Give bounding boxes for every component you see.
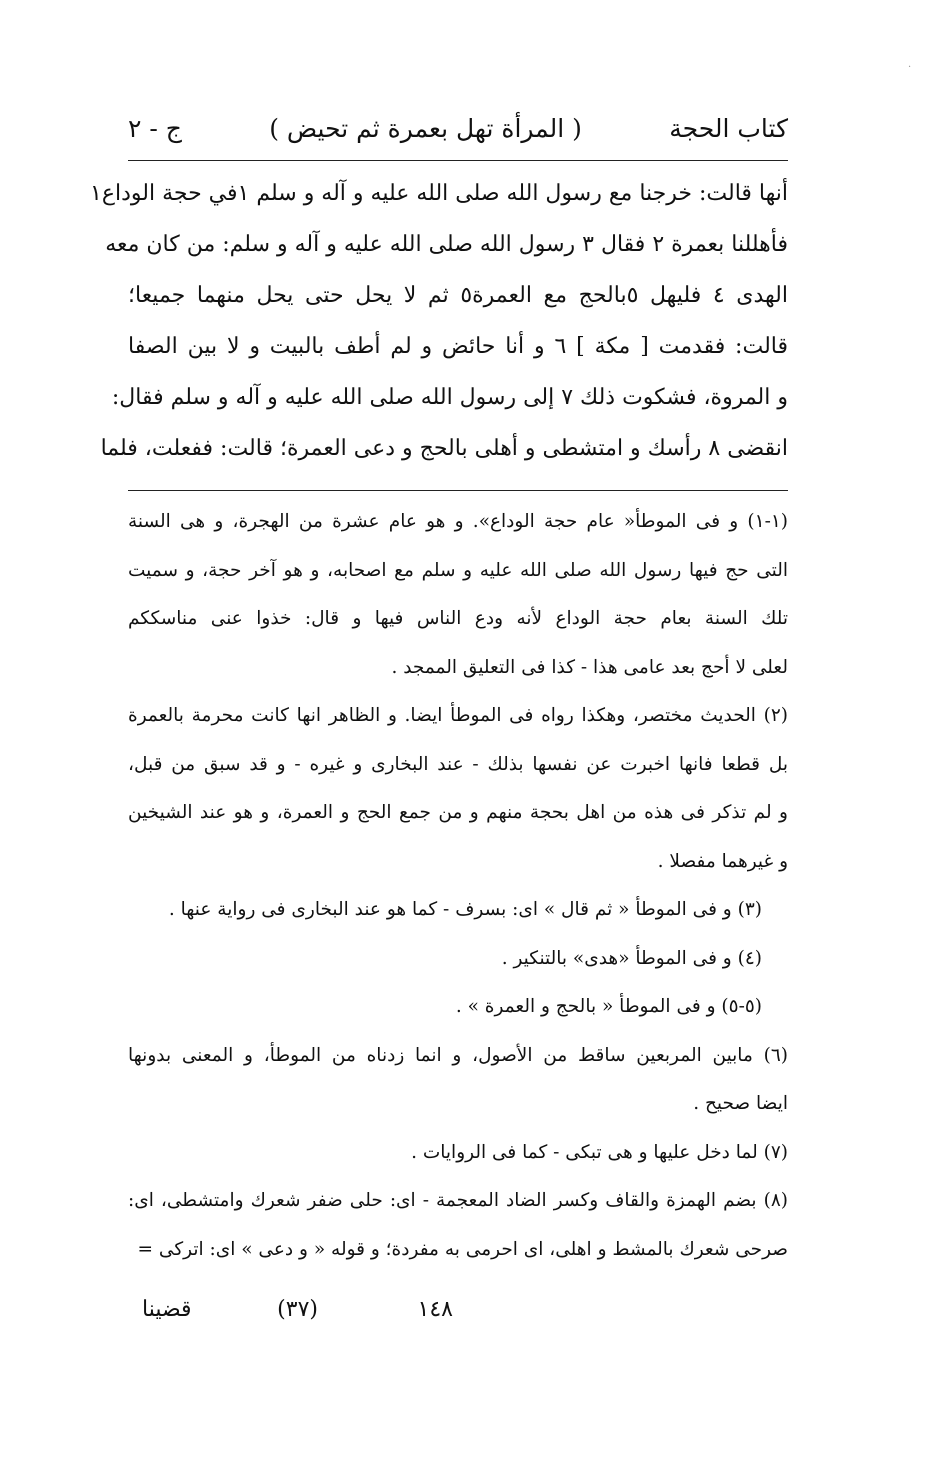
book-title: كتاب الحجة xyxy=(669,113,788,143)
catchword: قضينا xyxy=(142,1297,192,1322)
footnote-line: (٦) مابين المربعين ساقط من الأصول، و انما زدناه من الموطأ، و المعنى بدونها xyxy=(128,1044,788,1066)
page-footer xyxy=(128,1285,788,1335)
footnote xyxy=(128,1032,788,1129)
footnote xyxy=(128,1129,788,1178)
main-text-line: أنها قالت: خرجنا مع رسول الله صلى الله عليه و آله و سلم ١في حجة الوداع١ xyxy=(90,181,788,206)
main-text xyxy=(90,168,788,474)
footnote-line: (١-١) و فى الموطأ« عام حجة الوداع». و هو عام عشرة من الهجرة، و هى السنة xyxy=(128,511,788,532)
footnote xyxy=(128,498,788,692)
footnote-line: ايضا صحيح . xyxy=(693,1093,788,1114)
footnote-line: (٧) لما دخل عليها و هى تبكى - كما فى الروايات . xyxy=(411,1141,788,1163)
corner-mark: · xyxy=(908,62,912,73)
page-header xyxy=(128,100,788,156)
footnote xyxy=(128,935,788,984)
footnote-line: صرحى شعرك بالمشط و اهلى، اى احرمى به مفردة؛ و قوله « و دعى » اى: اتركى = xyxy=(137,1238,788,1260)
footnote-line: و غيرهما مفصلا . xyxy=(657,850,788,872)
footnote xyxy=(128,692,788,886)
footnote-line: (٢) الحديث مختصر، وهكذا رواه فى الموطأ ايضا. و الظاهر انها كانت محرمة بالعمرة xyxy=(128,705,788,726)
footnote-line: التى حج فيها رسول الله صلى الله عليه و سلم مع اصحابه، و هو آخر حجة، و سميت xyxy=(128,559,788,581)
main-text-line: الهدى ٤ فليهل ٥بالحج مع العمرة٥ ثم لا يحل حتى يحل منهما جميعا؛ xyxy=(128,283,788,308)
section-number: (٣٧) xyxy=(277,1297,318,1322)
footnote-line: (٥-٥) و فى الموطأ « بالحج و العمرة » . xyxy=(455,996,762,1017)
footnote xyxy=(128,1177,788,1274)
header-rule xyxy=(128,160,788,161)
footnote-rule xyxy=(128,490,788,491)
footnote xyxy=(128,983,788,1032)
footnote-line: لعلى لا أحج بعد عامى هذا - كذا فى التعليق الممجد . xyxy=(391,656,788,678)
footnote-line: (٣) و فى الموطأ « ثم قال » اى: بسرف - كما هو عند البخارى فى رواية عنها . xyxy=(168,899,762,920)
main-text-line: انقضى ٨ رأسك و امتشطى و أهلى بالحج و دعى العمرة؛ قالت: ففعلت، فلما xyxy=(100,436,788,461)
footnotes xyxy=(128,498,788,1274)
main-text-line: فأهللنا بعمرة ٢ فقال ٣ رسول الله صلى الله عليه و آله و سلم: من كان معه xyxy=(105,232,788,257)
main-text-line: و المروة، فشكوت ذلك ٧ إلى رسول الله صلى الله عليه و آله و سلم فقال: xyxy=(111,385,788,410)
footnote-line: بل قطعا فانها اخبرت عن نفسها بذلك - عند البخارى و غيره - و قد سبق من قبل، xyxy=(128,753,788,775)
footnote-line: (٨) بضم الهمزة والقاف وكسر الضاد المعجمة - اى: حلى ضفر شعرك وامتشطى، اى: xyxy=(128,1190,788,1211)
chapter-title: ( المرأة تهل بعمرة ثم تحيض ) xyxy=(269,113,582,143)
main-text-line: قالت: فقدمت [ مكة ] ٦ و أنا حائض و لم أطف بالبيت و لا بين الصفا xyxy=(128,334,788,359)
volume-label: ج - ٢ xyxy=(128,113,182,143)
footnote-line: (٤) و فى الموطأ «هدى» بالتنكير . xyxy=(501,947,762,969)
footnote-line: تلك السنة بعام حجة الوداع لأنه ودع الناس فيها و قال: خذوا عنى مناسككم xyxy=(128,608,788,629)
footnote-line: و لم تذكر فى هذه من اهل بحجة منهم و من جمع الحج و العمرة، و هو عند الشيخين xyxy=(128,802,788,823)
page-number: ١٤٨ xyxy=(417,1297,453,1322)
footnote xyxy=(128,886,788,935)
